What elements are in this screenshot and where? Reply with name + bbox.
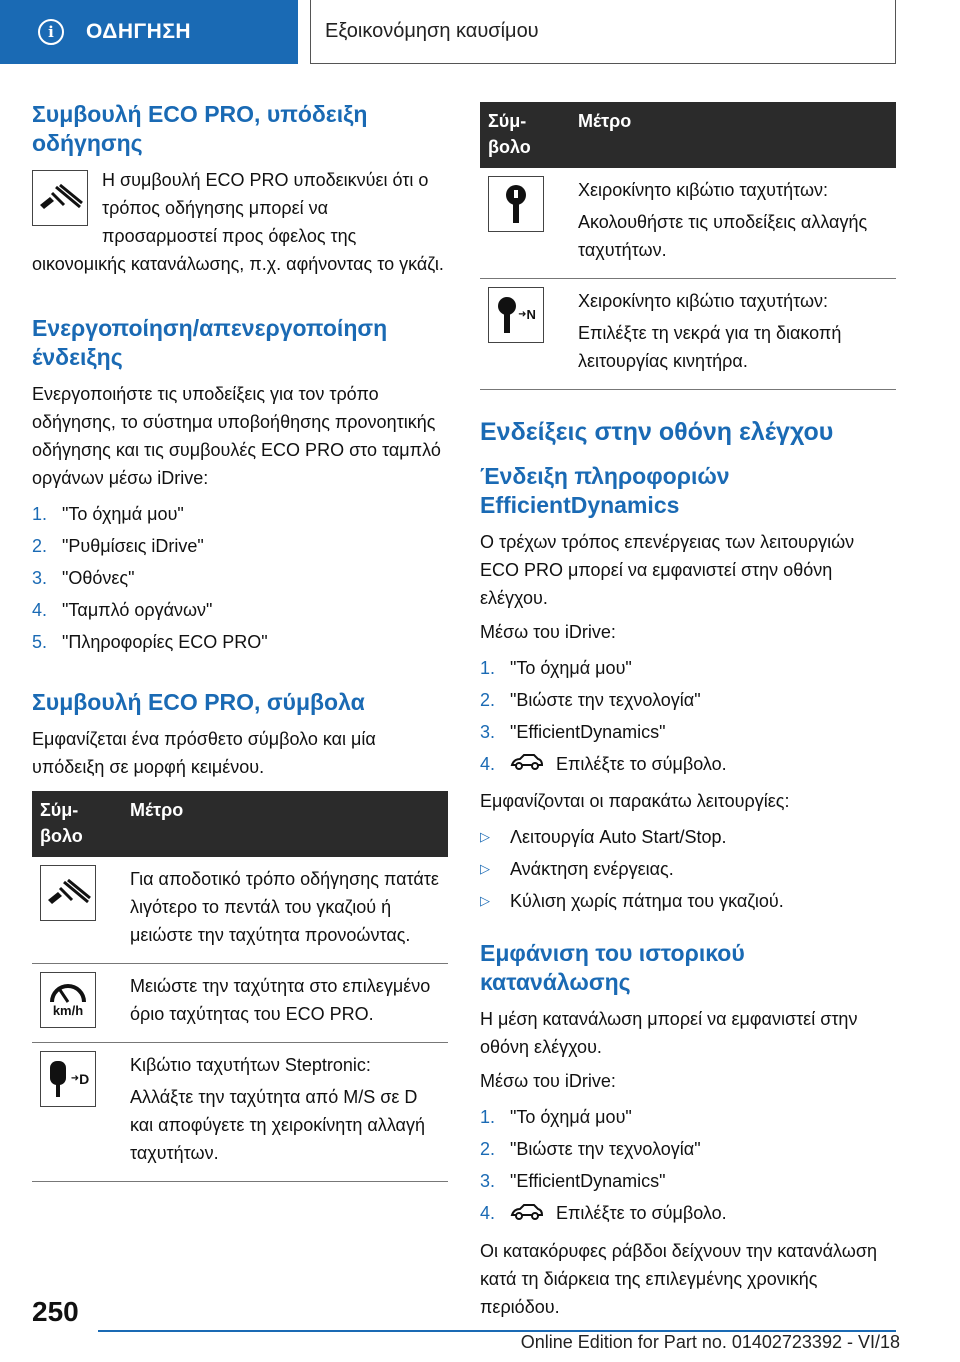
efficientdynamics-text: Ο τρέχων τρόπος επενέργειας των λειτουργιών ECO PRO μπορεί να εμφανιστεί στην οθόνη ελέγχου. (480, 532, 855, 608)
step-text: Επιλέξτε το σύμβολο. (556, 754, 727, 774)
heading-efficientdynamics-info: Ένδειξη πληροφοριών EfficientDynamics (480, 463, 730, 518)
step-number: 3. (480, 1171, 496, 1192)
heading-consumption-history: Εμφάνιση του ιστορικού κατανάλωσης (480, 940, 745, 996)
measure-cell (122, 964, 448, 1043)
via-idrive-text-2: Μέσω του iDrive: (480, 1071, 616, 1092)
table-row (480, 168, 896, 279)
list-item (480, 821, 896, 853)
page-number: 250 (32, 1296, 79, 1327)
list-item (32, 498, 448, 530)
table-header (32, 791, 448, 857)
edition-text: Online Edition for Part no. 01402723392 - VI/18 (520, 1332, 900, 1352)
via-idrive-text: Μέσω του iDrive: (480, 622, 616, 642)
foot-pedal-icon (40, 865, 96, 921)
list-item (480, 1197, 896, 1230)
list-item (480, 885, 896, 917)
step-text: "Πληροφορίες ECO PRO" (62, 632, 268, 652)
step-number: 1. (480, 1107, 496, 1128)
section-title (310, 0, 896, 64)
heading-control-display: Ενδείξεις στην οθόνη ελέγχου (480, 418, 834, 446)
list-item (32, 626, 448, 658)
foot-pedal-icon (32, 170, 88, 226)
list-item (480, 748, 896, 781)
list-item (480, 1133, 896, 1165)
step-text: "Το όχημά μου" (62, 504, 184, 524)
symbol-cell (32, 857, 122, 964)
table-row (480, 279, 896, 390)
measure-text: Ακολουθήστε τις υποδείξεις αλλαγής ταχυτήτων. (578, 212, 868, 260)
consumption-text: Η μέση κατανάλωση μπορεί να εμφανιστεί στην οθόνη ελέγχου. (480, 1009, 858, 1058)
activate-steps (32, 498, 448, 658)
list-item (480, 652, 896, 684)
d-label: D (79, 1071, 90, 1087)
heading-symbols: Συμβουλή ECO PRO, σύμβολα (32, 689, 365, 715)
measure-text: Κιβώτιο ταχυτήτων Steptronic: (130, 1055, 371, 1075)
list-item (32, 594, 448, 626)
list-item (32, 562, 448, 594)
bars-text: Οι κατακόρυφες ράβδοι δείχνουν την κατανάλωση κατά τη διάρκεια της επιλεγμένης χρονικής περιόδου. (480, 1240, 877, 1317)
step-number: 4. (480, 1203, 496, 1224)
activate-text: Ενεργοποιήστε τις υποδείξεις για τον τρόπο οδήγησης, το σύστημα υποβοήθησης προνοητικής οδήγησης και τις συμβουλές ECO PRO στο ταμπλό οργάνων μέσω iDrive: (32, 384, 441, 488)
step-number: 1. (480, 658, 496, 678)
n-label: N (526, 307, 536, 322)
step-text: "EfficientDynamics" (510, 722, 666, 742)
info-icon: i (38, 19, 64, 45)
symbol-cell (480, 168, 570, 279)
step-text: "Οθόνες" (62, 568, 135, 588)
gear-shift-neutral-icon: ➜ N (488, 287, 544, 343)
efficientdynamics-steps (480, 652, 896, 781)
bullet-icon: ▷ (480, 829, 490, 845)
step-text: "Βιώστε την τεχνολογία" (510, 690, 701, 710)
gear-shift-icon (488, 176, 544, 232)
step-number: 3. (32, 568, 48, 588)
column-header-symbol: Σύμ-βολο (32, 791, 122, 857)
right-column (480, 102, 896, 1327)
step-number: 2. (32, 536, 48, 556)
measure-text: Για αποδοτικό τρόπο οδήγησης πατάτε λιγότερο το πεντάλ του γκαζιού ή μειώστε την ταχύτητα προνοώντας. (130, 869, 439, 945)
measure-text: Χειροκίνητο κιβώτιο ταχυτήτων: (578, 180, 829, 200)
step-text: "Ρυθμίσεις iDrive" (62, 536, 204, 556)
list-item (480, 716, 896, 748)
measure-text: Μειώστε την ταχύτητα στο επιλεγμένο όριο ταχύτητας του ECO PRO. (130, 976, 431, 1024)
gear-lever-d-icon: ➜ D (40, 1051, 96, 1107)
list-item (480, 853, 896, 885)
table-row (32, 1043, 448, 1182)
car-icon (510, 749, 544, 781)
step-text: Επιλέξτε το σύμβολο. (556, 1203, 727, 1224)
step-number: 4. (480, 754, 496, 774)
column-header-symbol: Σύμ-βολο (480, 102, 570, 168)
bullet-icon: ▷ (480, 893, 490, 909)
symbols-text: Εμφανίζεται ένα πρόσθετο σύμβολο και μία υπόδειξη σε μορφή κειμένου. (32, 729, 376, 777)
functions-intro-text: Εμφανίζονται οι παρακάτω λειτουργίες: (480, 791, 790, 812)
table-row (32, 857, 448, 964)
chapter-title: ΟΔΗΓΗΣΗ (86, 20, 192, 43)
step-text: "EfficientDynamics" (510, 1171, 666, 1192)
consumption-steps (480, 1101, 896, 1230)
column-header-measure: Μέτρο (122, 791, 448, 857)
column-header-measure: Μέτρο (570, 102, 896, 168)
step-number: 1. (32, 504, 48, 524)
section-title-text: Εξοικονόμηση καυσίμου (325, 20, 539, 42)
step-text-with-icon (510, 1197, 727, 1230)
list-item (32, 530, 448, 562)
step-number: 2. (480, 690, 496, 710)
list-item (480, 1165, 896, 1197)
measure-cell (122, 1043, 448, 1182)
functions-list (480, 821, 896, 917)
heading-eco-pro-hint: Συμβουλή ECO PRO, υπόδειξη οδήγησης (32, 101, 368, 156)
symbol-cell (480, 279, 570, 390)
step-text-with-icon (510, 748, 727, 781)
step-number: 5. (32, 632, 48, 652)
chapter-tab[interactable] (0, 0, 298, 64)
step-number: 4. (32, 600, 48, 620)
measure-text: Χειροκίνητο κιβώτιο ταχυτήτων: (578, 291, 829, 311)
bullet-text: Ανάκτηση ενέργειας. (510, 859, 674, 880)
table-header (480, 102, 896, 168)
symbol-table-left (32, 791, 448, 1182)
bullet-text: Κύλιση χωρίς πάτημα του γκαζιού. (510, 891, 784, 912)
symbol-cell (32, 1043, 122, 1182)
list-item (480, 1101, 896, 1133)
step-text: "Ταμπλό οργάνων" (62, 600, 213, 620)
symbol-cell (32, 964, 122, 1043)
step-text: "Το όχημά μου" (510, 658, 632, 678)
measure-text: Επιλέξτε τη νεκρά για τη διακοπή λειτουργίας κινητήρα. (578, 323, 842, 371)
eco-pro-hint-text: Η συμβουλή ECO PRO υποδεικνύει ότι ο τρόπος οδήγησης μπορεί να προσαρμοστεί προς όφελος της οικονομικής κατανάλωσης, π.χ. αφήνοντας το γκάζι. (32, 170, 444, 274)
step-number: 3. (480, 722, 496, 742)
measure-cell (122, 857, 448, 964)
bullet-icon: ▷ (480, 861, 490, 877)
bullet-text: Λειτουργία Auto Start/Stop. (510, 827, 727, 848)
car-icon (510, 1199, 544, 1231)
symbol-table-right (480, 102, 896, 390)
measure-cell (570, 168, 896, 279)
list-item (480, 684, 896, 716)
heading-activate: Ενεργοποίηση/απενεργοποίηση ένδειξης (32, 315, 388, 370)
measure-cell (570, 279, 896, 390)
kmh-label: km/h (52, 1003, 84, 1018)
measure-text: Αλλάξτε την ταχύτητα από M/S σε D και αποφύγετε τη χειροκίνητη αλλαγή ταχυτήτων. (130, 1087, 425, 1163)
step-text: "Βιώστε την τεχνολογία" (510, 1139, 701, 1160)
step-number: 2. (480, 1139, 496, 1160)
table-row (32, 964, 448, 1043)
speedometer-kmh-icon (40, 972, 96, 1028)
left-column (32, 100, 448, 1182)
step-text: "Το όχημά μου" (510, 1107, 632, 1128)
